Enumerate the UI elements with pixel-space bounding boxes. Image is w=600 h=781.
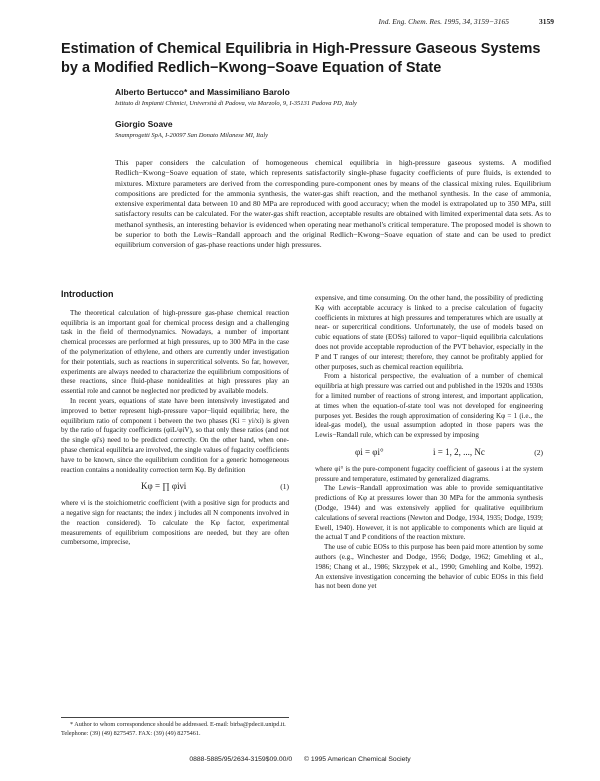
author-block — [115, 86, 535, 142]
intro-paragraph-2: In recent years, equations of state have been intensively investigated and improved to better represent high-pressure vapor−liquid equilibria; here, the equilibrium ratio of component i between the two phases (Ki = yi/xi) is given by the ratio of fugacity coefficients (φiL/φiV), so that only these ratios (and not the single φi's) need to be predicted correctly. On the other hand, when one-phase chemical equilibria are involved, the single values of fugacity coefficients have to be known, since the equilibrium condition for a generic homogeneous reaction contains a nonideality correction term Kφ. By definition — [61, 396, 289, 474]
author-names-1: Alberto Bertucco* and Massimiliano Barolo — [115, 87, 290, 97]
footnote-text: * Author to whom correspondence should be addressed. E-mail: birba@pdecii.unipd.it. Telephone: (39) (49) 8275457. FAX: (39) (49) 8275461. — [61, 721, 286, 737]
intro-paragraph-3: where νi is the stoichiometric coefficient (with a positive sign for products and a negative sign for reactants; the index j includes all N components involved in the reaction considered). To calculate the Kφ factor, experimental measurements of equilibrium compositions are needed, but they are often cumbersome, imprecise, — [61, 499, 289, 547]
equation-2 — [315, 448, 543, 458]
equation-2-number: (2) — [534, 447, 543, 457]
left-column — [61, 290, 289, 548]
footer-code: 0888-5885/95/2634-3159$09.00/0 — [189, 756, 293, 763]
equation-2-expression: φi = φi° — [355, 446, 384, 457]
page-footer — [0, 756, 600, 763]
running-header — [379, 17, 554, 26]
author-names-2: Giorgio Soave — [115, 119, 173, 129]
right-paragraph-2: From a historical perspective, the evaluation of a number of chemical equilibria at high pressure was carried out and published in the 1920s and 1930s for a limited number of reactions of strong interest, and important application, at times when the equation-of-state tool was not developed for engineering purposes yet. Besides the rough approximation of considering Kφ = 1 (i.e., the ideal-gas model), the usual assumption adopted in those papers was the Lewis−Randall rule, which can be expressed by imposing — [315, 372, 543, 440]
right-paragraph-5: The use of cubic EOSs to this purpose has been paid more attention by some authors (e.g., Winchester and Dodge, 1956; Dodge, 1962; Gmehling et al., 1986; Chang et al., 1986; Skrzypek et al., 1990; Gmehling and Kolbe, 1992). An extensive investigation concerning the behavior of cubic EOSs in this field has not been done yet — [315, 543, 543, 591]
section-heading-introduction: Introduction — [61, 289, 114, 299]
affiliation-1: Istituto di Impianti Chimici, Università di Padova, via Marzolo, 9, I-35131 Padova PD, Italy — [115, 100, 357, 107]
journal-citation: Ind. Eng. Chem. Res. 1995, 34, 3159−3165 — [378, 17, 509, 26]
right-column — [315, 294, 543, 592]
abstract: This paper considers the calculation of homogeneous chemical equilibria in high-pressure gaseous systems. A modified Redlich−Kwong−Soave equation of state, which represents satisfactorily single-phase fugacity coefficients of pure fluids, is extended to mixtures. Mixture parameters are derived from the corresponding pure-component ones by means of the classical mixing rules. Equilibrium compositions are predicted for the ammonia synthesis, the water-gas shift reaction, and the methanol synthesis. In the case of ammonia, extensive experimental data between 10 and 80 MPa are reproduced with good accuracy; when the model is extrapolated up to 350 MPa, still satisfactory results can be calculated. For the water-gas shift reaction, acceptable results are obtained with limited experimental data sets. As to methanol synthesis, an interesting behavior is evidenced when operating near methanol's critical temperature. The proposed model is shown to be superior to both the Lewis−Randall approach and the original Redlich−Kwong−Soave equation of state and can be used to predict equilibrium conversion of gas-phase reactions under high pressures. — [115, 158, 551, 250]
footnote — [61, 717, 289, 738]
equation-1-expression: Kφ = ∏ φiνi — [141, 481, 187, 492]
footer-copyright: © 1995 American Chemical Society — [304, 756, 411, 763]
right-paragraph-4: The Lewis−Randall approximation was able to provide semiquantitative predictions of Kφ at pressures lower than 30 MPa for the ammonia synthesis (Dodge, 1944) and was extensively applied for qualitative equilibrium calculations of several reactions (Newton and Dodge, 1934, 1935; Dodge, 1939; Ewell, 1940). However, it is not applicable to components which are liquid at the actual T and P conditions of the reaction mixture. — [315, 484, 543, 542]
equation-1-number: (1) — [280, 482, 289, 492]
equation-2-range: i = 1, 2, ..., Nc — [433, 446, 485, 457]
article-title: Estimation of Chemical Equilibria in High-Pressure Gaseous Systems by a Modified Redlich−Kwong−Soave Equation of State — [61, 41, 541, 76]
right-paragraph-3: where φi° is the pure-component fugacity coefficient of gaseous i at the system pressure and temperature, estimated by generalized diagrams. — [315, 464, 543, 483]
affiliation-2: Snamprogetti SpA, I-20097 San Donato Milanese MI, Italy — [115, 132, 269, 139]
equation-1 — [61, 482, 289, 492]
intro-paragraph-1: The theoretical calculation of high-pressure gas-phase chemical reaction equilibria is an important goal for chemical process design and a challenging task in the field of thermodynamics. Nowadays, a number of important chemical processes are performed at high pressures, up to 300 MPa in the case of the polymerization of ethylene, and others are currently under investigation for their potentials, such as reactions in supercritical solvents. So far, however, experiments are always needed to characterize the equilibrium compositions of these reactions, since fluid-phase nonidealities at high pressures play an essential role and cannot be neglected nor predicted by available models. — [61, 308, 289, 396]
page-number: 3159 — [539, 17, 554, 26]
right-paragraph-1: expensive, and time consuming. On the other hand, the possibility of predicting Kφ with acceptable accuracy is linked to a precise calculation of fugacity coefficients in mixtures at high pressures and temperatures which are usually at near- or supercritical conditions. Unfortunately, the use of models based on cubic equations of state (EOSs) tailored to vapor−liquid equilibria calculations does not provide acceptable reproduction of the PVT behavior, especially in the P and T ranges of our interest; therefore, they cannot be profitably applied for other purposes, such as chemical reaction equilibria. — [315, 294, 543, 371]
